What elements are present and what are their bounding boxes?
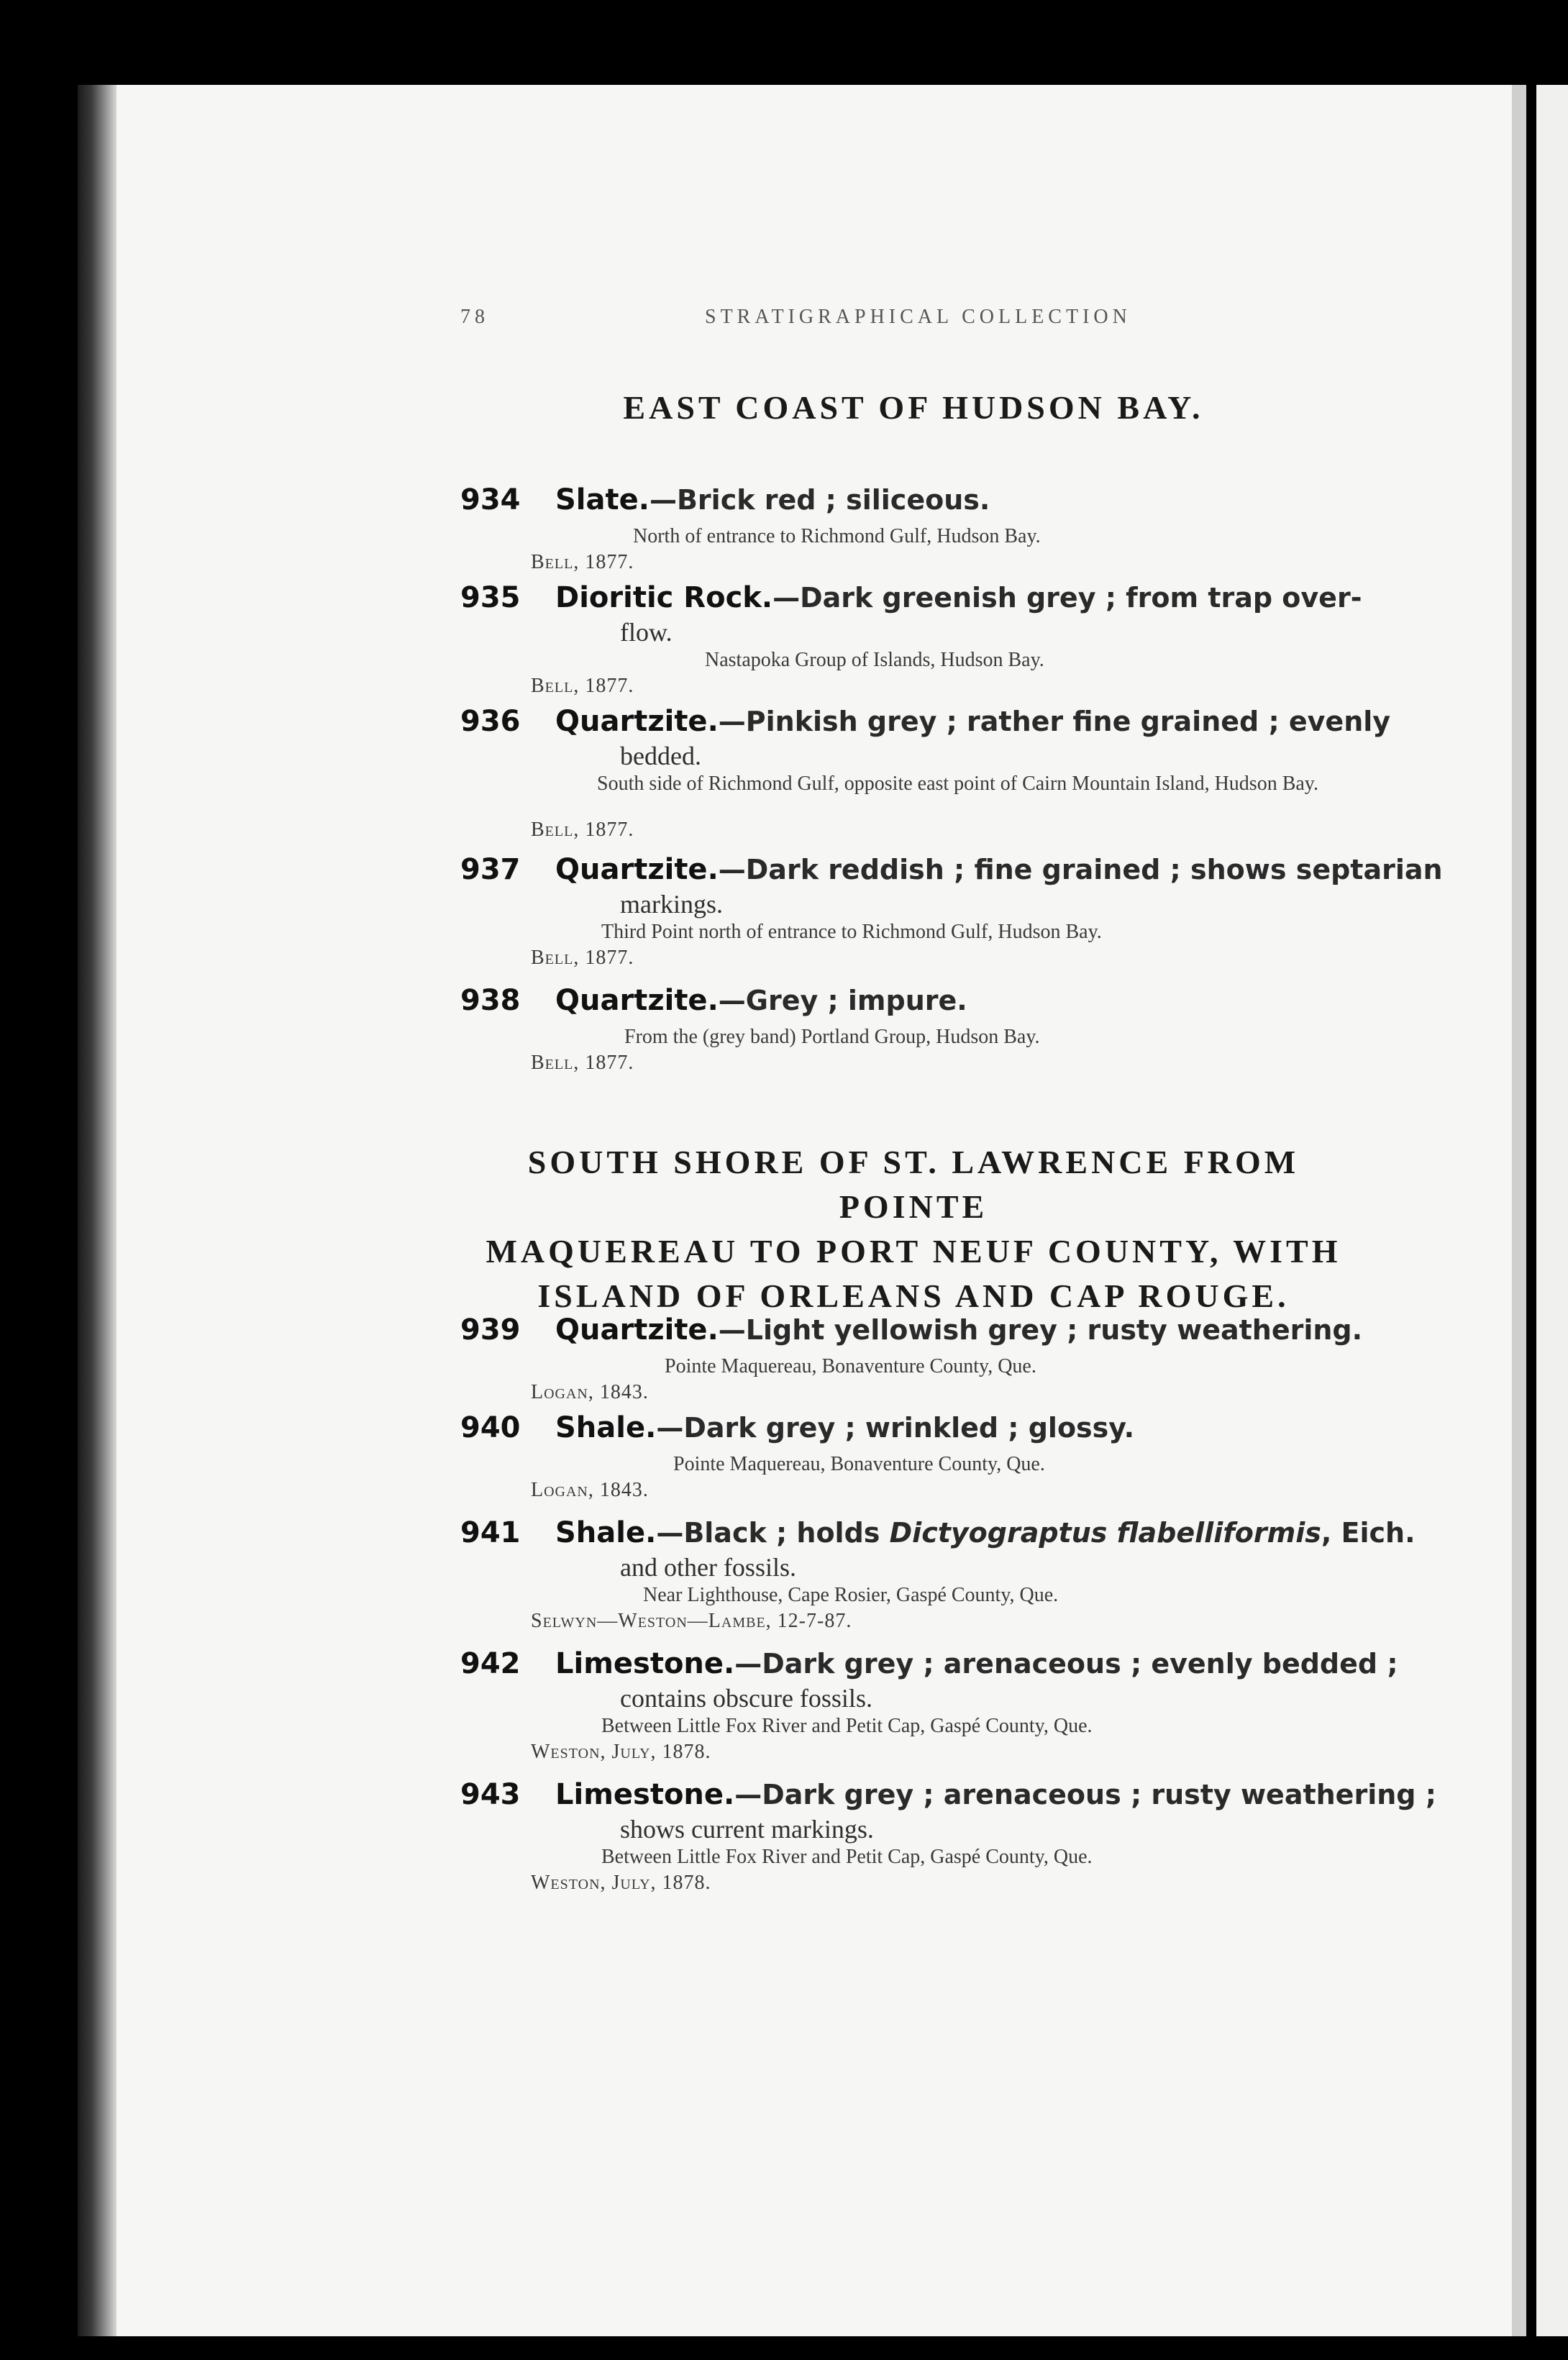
section-heading-hudson-bay: EAST COAST OF HUDSON BAY.	[623, 389, 1204, 426]
specimen-number: 940	[460, 1411, 521, 1444]
specimen-name: Slate.—Brick red ; siliceous.	[555, 483, 990, 516]
specimen-number: 941	[460, 1516, 521, 1549]
specimen-collector: Bell, 1877.	[531, 947, 634, 969]
specimen-description: —Pinkish grey ; rather fine grained ; evenly	[718, 706, 1391, 737]
specimen-description-cont: markings.	[620, 890, 723, 919]
specimen-entry-942	[460, 1647, 1398, 1769]
specimen-name: Quartzite.—Dark reddish ; fine grained ; shows septarian	[555, 853, 1443, 886]
specimen-name: Dioritic Rock.—Dark greenish grey ; from trap over-	[555, 581, 1362, 614]
specimen-description: —Dark grey ; wrinkled ; glossy.	[656, 1412, 1135, 1444]
section-heading-line: ISLAND OF ORLEANS AND CAP ROUGE.	[537, 1277, 1290, 1314]
specimen-name: Shale.—Black ; holds Dictyograptus flabelliformis, Eich.	[555, 1516, 1416, 1549]
section-heading-st-lawrence	[460, 1140, 1367, 1318]
specimen-collector: Bell, 1877.	[531, 1052, 634, 1074]
specimen-name: Quartzite.—Pinkish grey ; rather fine grained ; evenly	[555, 705, 1391, 738]
section-heading-line: MAQUEREAU TO PORT NEUF COUNTY, WITH	[486, 1233, 1341, 1270]
specimen-description: —Light yellowish grey ; rusty weathering.	[718, 1314, 1363, 1346]
specimen-name: Quartzite.—Grey ; impure.	[555, 984, 967, 1017]
specimen-description: —Grey ; impure.	[718, 985, 967, 1016]
specimen-collector: Logan, 1843.	[531, 1479, 649, 1501]
specimen-description-cont: flow.	[620, 618, 673, 647]
specimen-locality: South side of Richmond Gulf, opposite east point of Cairn Mountain Island, Hudson Bay.	[597, 773, 1318, 795]
specimen-entry-943	[460, 1778, 1436, 1900]
specimen-locality: From the (grey band) Portland Group, Hudson Bay.	[624, 1026, 1040, 1048]
specimen-description-cont: shows current markings.	[620, 1815, 874, 1844]
specimen-entry-934	[460, 483, 1367, 580]
specimen-description-cont: bedded.	[620, 742, 701, 770]
specimen-collector: Bell, 1877.	[531, 551, 634, 573]
page-edge	[1512, 85, 1526, 2336]
taxon-name: Dictyograptus flabelliformis	[889, 1517, 1321, 1549]
specimen-number: 943	[460, 1778, 521, 1811]
specimen-description: —Brick red ; siliceous.	[649, 484, 990, 516]
specimen-entry-935	[460, 581, 1367, 703]
specimen-entry-936	[460, 705, 1391, 847]
specimen-entry-937	[460, 853, 1443, 975]
specimen-number: 942	[460, 1647, 521, 1680]
specimen-collector: Weston, July, 1878.	[531, 1872, 711, 1894]
specimen-description: —Black ; holds Dictyograptus flabelliformis, Eich.	[656, 1517, 1416, 1549]
specimen-number: 936	[460, 705, 521, 738]
specimen-description: —Dark grey ; arenaceous ; rusty weathering ;	[734, 1779, 1436, 1810]
specimen-description: —Dark reddish ; fine grained ; shows septarian	[718, 854, 1443, 885]
specimen-entry-939	[460, 1313, 1367, 1410]
specimen-entry-941	[460, 1516, 1416, 1639]
specimen-locality: Nastapoka Group of Islands, Hudson Bay.	[705, 649, 1044, 671]
specimen-locality: Pointe Maquereau, Bonaventure County, Que.	[673, 1453, 1045, 1475]
specimen-collector: Bell, 1877.	[531, 675, 634, 697]
specimen-name: Limestone.—Dark grey ; arenaceous ; evenly bedded ;	[555, 1647, 1398, 1680]
specimen-locality: Pointe Maquereau, Bonaventure County, Que.	[665, 1355, 1036, 1377]
page-number: 78	[460, 306, 489, 328]
specimen-number: 938	[460, 984, 521, 1017]
specimen-locality: North of entrance to Richmond Gulf, Hudson Bay.	[633, 525, 1041, 547]
specimen-entry-938	[460, 984, 1367, 1080]
specimen-description-cont: contains obscure fossils.	[620, 1684, 872, 1713]
specimen-locality: Near Lighthouse, Cape Rosier, Gaspé County, Que.	[643, 1584, 1059, 1606]
specimen-name: Quartzite.—Light yellowish grey ; rusty weathering.	[555, 1313, 1363, 1347]
specimen-number: 935	[460, 581, 521, 614]
specimen-number: 934	[460, 483, 521, 516]
specimen-locality: Third Point north of entrance to Richmond Gulf, Hudson Bay.	[601, 921, 1102, 943]
specimen-collector: Bell, 1877.	[531, 819, 634, 841]
specimen-entry-940	[460, 1411, 1367, 1508]
specimen-collector: Selwyn—Weston—Lambe, 12-7-87.	[531, 1610, 852, 1632]
specimen-name: Limestone.—Dark grey ; arenaceous ; rusty weathering ;	[555, 1778, 1436, 1811]
section-heading-line: SOUTH SHORE OF ST. LAWRENCE FROM POINTE	[527, 1144, 1300, 1225]
specimen-collector: Logan, 1843.	[531, 1381, 649, 1403]
specimen-number: 937	[460, 853, 521, 886]
facing-page-edge	[1536, 85, 1568, 2336]
specimen-number: 939	[460, 1313, 521, 1347]
specimen-description: —Dark grey ; arenaceous ; evenly bedded ;	[734, 1648, 1398, 1680]
specimen-locality: Between Little Fox River and Petit Cap, Gaspé County, Que.	[601, 1846, 1093, 1868]
book-spine-shadow	[78, 85, 117, 2336]
specimen-name: Shale.—Dark grey ; wrinkled ; glossy.	[555, 1411, 1135, 1444]
specimen-description: —Dark greenish grey ; from trap over-	[772, 582, 1362, 614]
specimen-locality: Between Little Fox River and Petit Cap, Gaspé County, Que.	[601, 1715, 1093, 1737]
specimen-description-cont: and other fossils.	[620, 1553, 796, 1582]
running-title: STRATIGRAPHICAL COLLECTION	[705, 306, 1131, 328]
specimen-collector: Weston, July, 1878.	[531, 1741, 711, 1763]
